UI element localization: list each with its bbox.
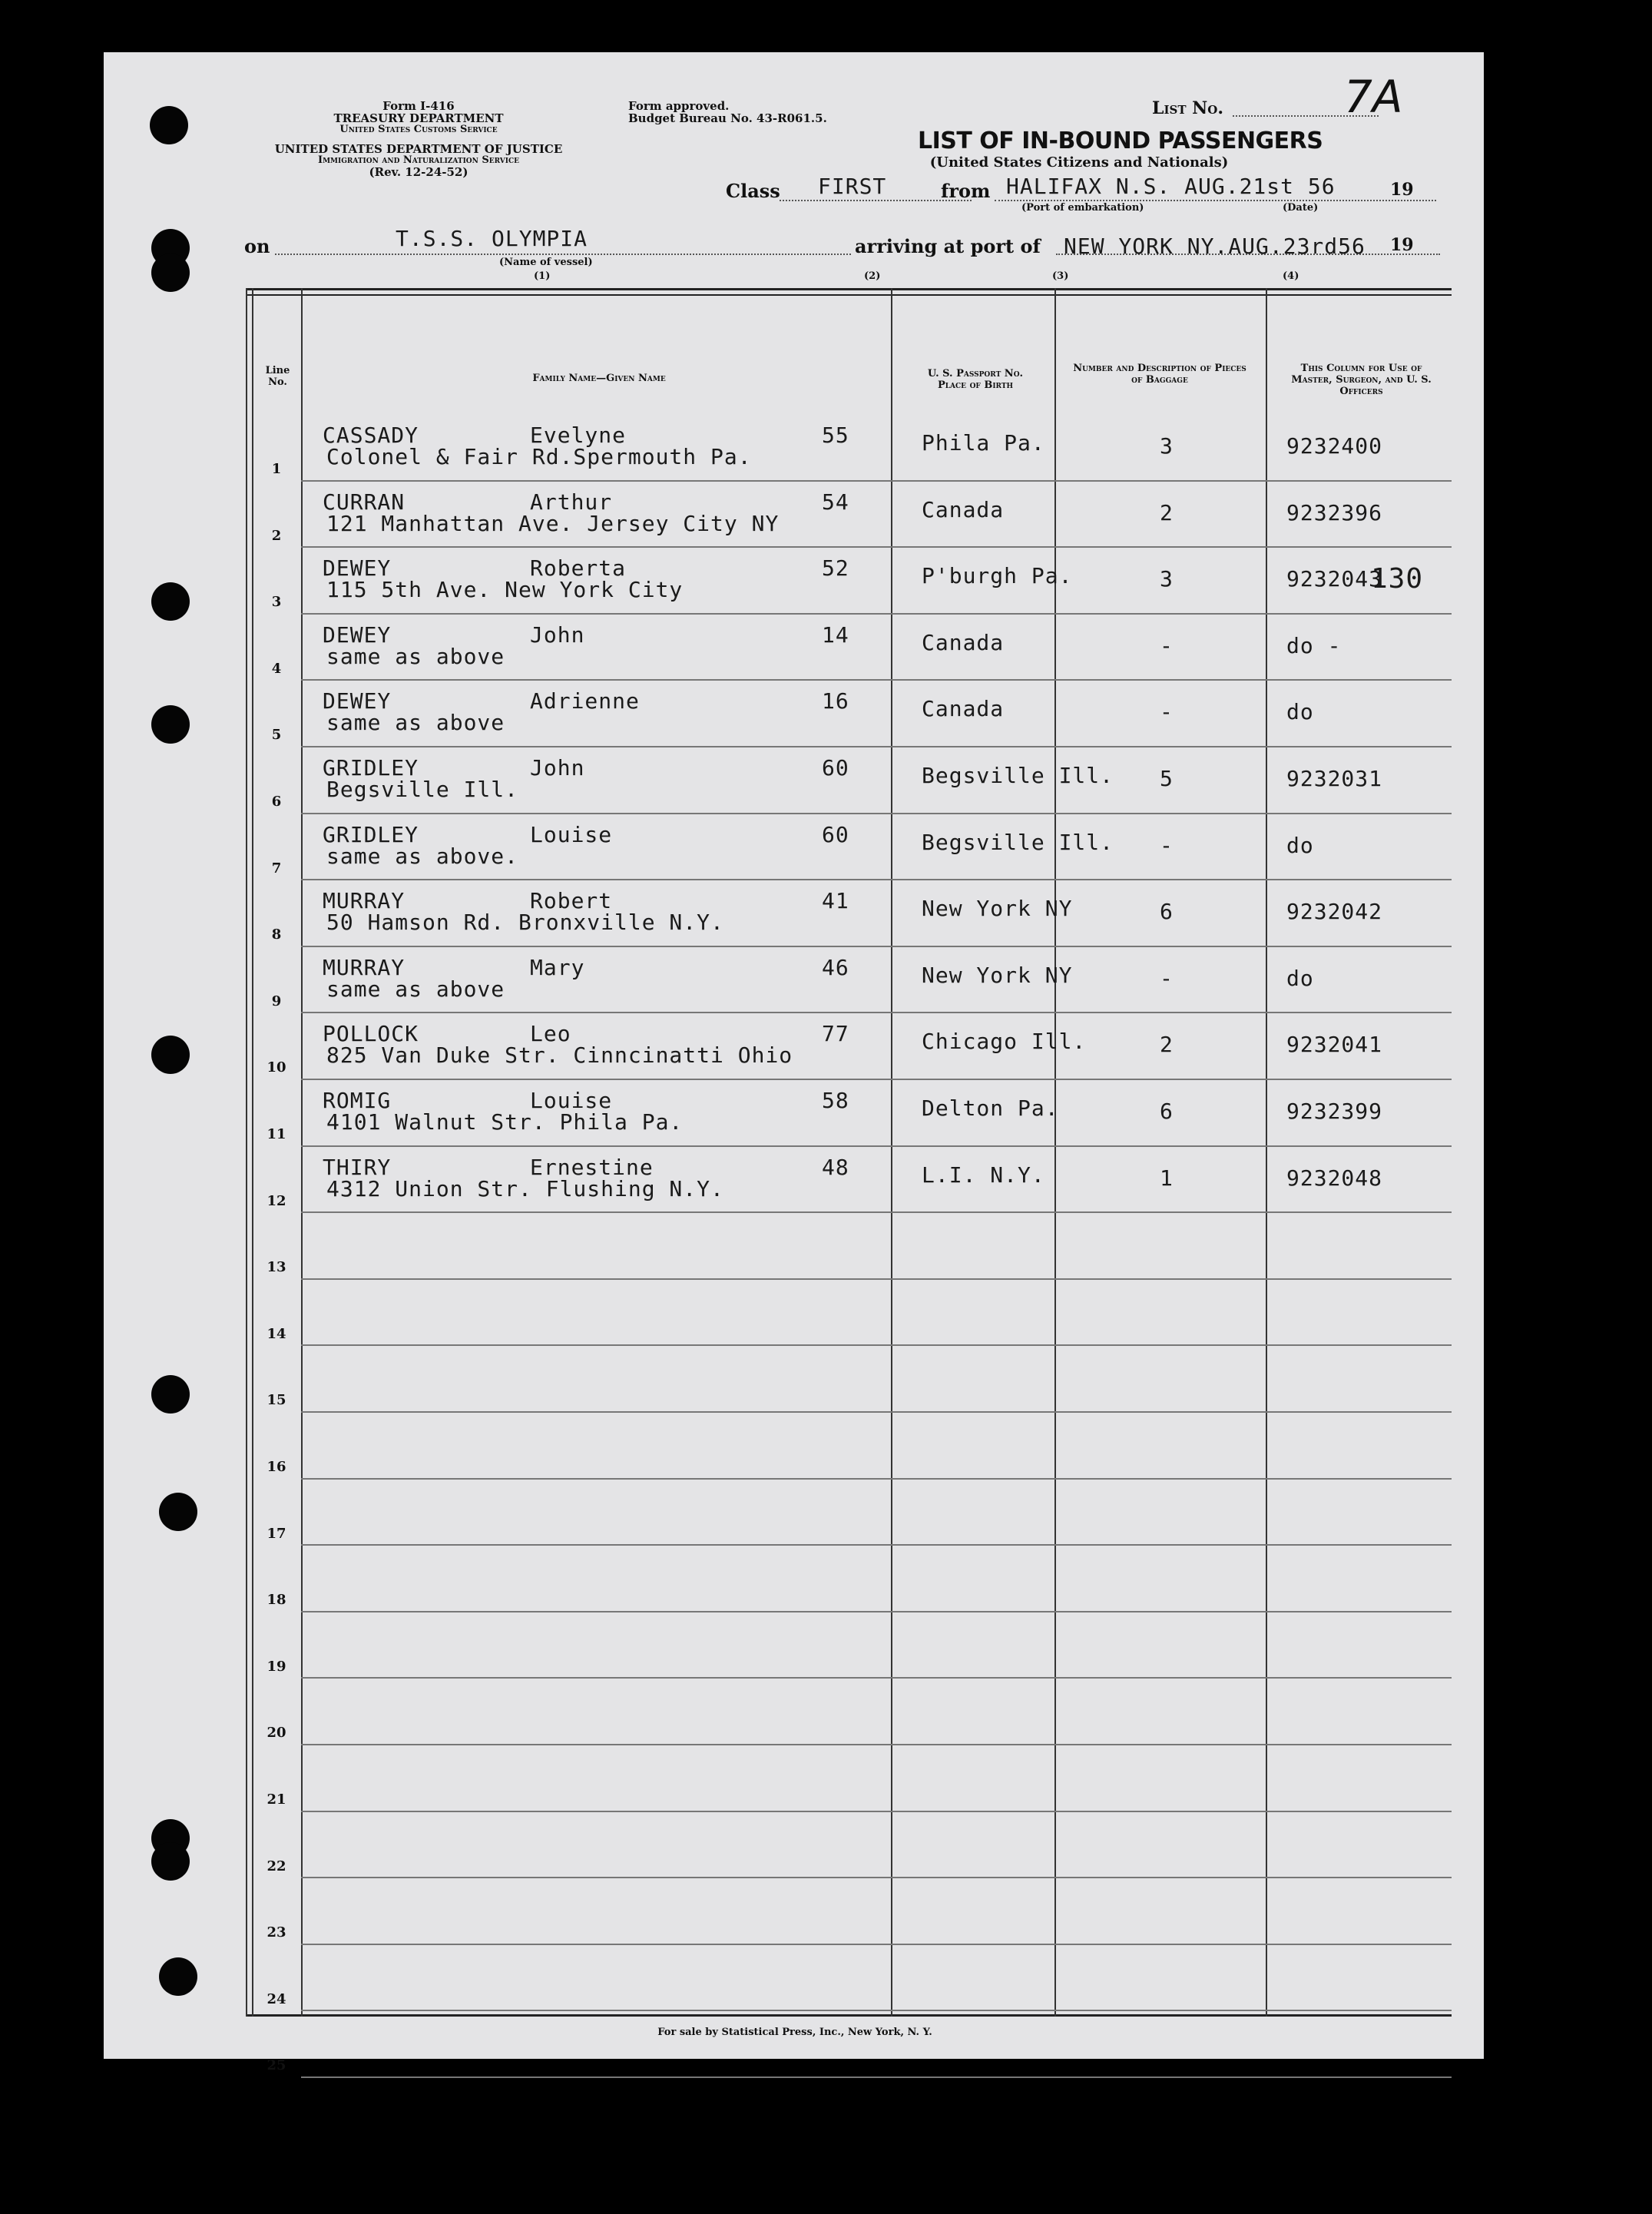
officer-number: 9232400 xyxy=(1286,433,1383,459)
baggage-count: - xyxy=(1160,965,1174,991)
line-number: 19 xyxy=(267,1658,286,1675)
place-of-birth: Chicago Ill. xyxy=(922,1029,1087,1055)
family-name: GRIDLEY xyxy=(323,821,419,847)
age: 14 xyxy=(822,621,849,648)
from-label: from xyxy=(941,180,991,202)
place-of-birth: P'burgh Pa. xyxy=(922,563,1073,589)
family-name: DEWEY xyxy=(323,688,392,714)
address: same as above xyxy=(326,643,505,669)
officer-number: 9232396 xyxy=(1286,499,1383,525)
baggage-count: - xyxy=(1160,632,1174,658)
family-name: CURRAN xyxy=(323,489,406,515)
given-name: Louise xyxy=(530,1088,613,1113)
punch-hole xyxy=(151,1036,190,1074)
col-header-line-no: Line No. xyxy=(265,365,290,388)
line-number: 10 xyxy=(267,1059,286,1076)
punch-hole xyxy=(150,106,188,144)
age: 46 xyxy=(822,954,849,980)
line-number: 7 xyxy=(271,860,282,877)
class-value: FIRST xyxy=(818,174,887,199)
port-embarkation-caption: (Port of embarkation) xyxy=(1021,202,1144,214)
age: 77 xyxy=(822,1021,849,1047)
age: 48 xyxy=(822,1154,849,1180)
given-name: Leo xyxy=(530,1021,571,1047)
line-number: 21 xyxy=(267,1791,286,1808)
arrival-port-value: NEW YORK NY.AUG.23rd56 xyxy=(1064,234,1366,259)
line-number: 24 xyxy=(267,1990,286,2007)
given-name: Evelyne xyxy=(530,423,627,448)
form-number: Form I-416 xyxy=(382,99,455,113)
line-number: 4 xyxy=(271,660,282,677)
punch-hole xyxy=(151,582,190,621)
baggage-count: 3 xyxy=(1160,566,1174,592)
address: Begsville Ill. xyxy=(326,777,519,802)
on-label: on xyxy=(244,235,270,257)
family-name: GRIDLEY xyxy=(323,755,419,781)
vessel-column-num: (1) xyxy=(534,270,551,282)
margin-note: 130 xyxy=(1371,563,1424,595)
family-name: CASSADY xyxy=(323,423,419,448)
family-name: DEWEY xyxy=(323,555,392,582)
line-number: 15 xyxy=(267,1392,286,1409)
line-number: 2 xyxy=(271,527,282,544)
line-number: 11 xyxy=(267,1126,286,1142)
ins-service: Immigration and Naturalization Service xyxy=(317,154,519,166)
class-label: Class xyxy=(726,180,780,202)
list-number: 7A xyxy=(1344,71,1403,123)
embarkation-value: HALIFAX N.S. AUG.21st 56 xyxy=(1006,174,1336,199)
officer-number: 9232041 xyxy=(1286,1032,1383,1058)
column-num-3: (3) xyxy=(1052,270,1069,282)
address: Colonel & Fair Rd.Spermouth Pa. xyxy=(326,444,752,469)
line-number: 12 xyxy=(267,1192,286,1209)
address: 825 Van Duke Str. Cinncinatti Ohio xyxy=(326,1042,793,1069)
family-name: ROMIG xyxy=(323,1088,392,1113)
line-number: 17 xyxy=(267,1525,286,1542)
family-name: DEWEY xyxy=(323,621,392,648)
officer-number: do xyxy=(1286,965,1314,991)
line-number: 3 xyxy=(271,594,282,611)
age: 52 xyxy=(822,555,849,582)
given-name: John xyxy=(530,621,585,648)
line-number: 1 xyxy=(271,461,282,477)
list-no-label: List No. xyxy=(1152,98,1223,118)
given-name: Louise xyxy=(530,821,613,847)
column-num-2: (2) xyxy=(864,270,881,282)
baggage-count: 5 xyxy=(1160,766,1174,791)
baggage-count: 2 xyxy=(1160,499,1174,525)
address: same as above xyxy=(326,710,505,736)
place-of-birth: Begsville Ill. xyxy=(922,763,1114,788)
date-caption: (Date) xyxy=(1283,202,1319,214)
given-name: Robert xyxy=(530,888,613,914)
place-of-birth: New York NY xyxy=(922,896,1073,922)
punch-hole xyxy=(159,1493,197,1531)
given-name: Roberta xyxy=(530,555,627,582)
address: 4101 Walnut Str. Phila Pa. xyxy=(326,1109,684,1135)
baggage-count: 6 xyxy=(1160,1099,1174,1124)
punch-hole xyxy=(151,1842,190,1881)
form-subtitle: (United States Citizens and Nationals) xyxy=(929,154,1229,171)
line-number: 23 xyxy=(267,1924,286,1941)
line-number: 8 xyxy=(271,926,282,943)
place-of-birth: Delton Pa. xyxy=(922,1095,1059,1121)
given-name: Arthur xyxy=(530,489,613,515)
revision: (Rev. 12-24-52) xyxy=(369,165,468,179)
place-of-birth: Begsville Ill. xyxy=(922,829,1114,855)
place-of-birth: Phila Pa. xyxy=(922,430,1045,456)
budget-bureau: Budget Bureau No. 43-R061.5. xyxy=(628,111,827,125)
treasury-dept: TREASURY DEPARTMENT xyxy=(333,111,504,125)
line-number: 18 xyxy=(267,1592,286,1609)
place-of-birth: L.I. N.Y. xyxy=(922,1162,1045,1188)
customs-service: United States Customs Service xyxy=(339,124,498,135)
given-name: Ernestine xyxy=(530,1154,654,1180)
line-number: 9 xyxy=(271,993,282,1009)
justice-dept: UNITED STATES DEPARTMENT OF JUSTICE xyxy=(274,142,563,156)
baggage-count: 2 xyxy=(1160,1032,1174,1058)
age: 60 xyxy=(822,821,849,847)
vessel-name: T.S.S. OLYMPIA xyxy=(396,226,588,251)
arriving-label: arriving at port of xyxy=(855,235,1041,257)
form-approved: Form approved. xyxy=(628,99,730,113)
punch-hole xyxy=(151,705,190,744)
given-name: John xyxy=(530,755,585,781)
footer-printer: For sale by Statistical Press, Inc., New York, N. Y. xyxy=(657,2027,932,2038)
year-19-second: 19 xyxy=(1390,235,1414,255)
baggage-count: - xyxy=(1160,832,1174,858)
officer-number: 9232048 xyxy=(1286,1165,1383,1191)
officer-number: 9232043 xyxy=(1286,566,1383,592)
place-of-birth: Canada xyxy=(922,496,1005,522)
age: 55 xyxy=(822,423,849,448)
baggage-count: 6 xyxy=(1160,899,1174,925)
age: 41 xyxy=(822,888,849,914)
officer-number: 9232399 xyxy=(1286,1099,1383,1124)
officer-number: do - xyxy=(1286,632,1342,658)
address: 4312 Union Str. Flushing N.Y. xyxy=(326,1175,724,1201)
punch-hole xyxy=(159,1957,197,1996)
form-title: LIST OF IN-BOUND PASSENGERS xyxy=(918,128,1323,154)
family-name: MURRAY xyxy=(323,954,406,980)
line-number: 25 xyxy=(267,2057,286,2074)
col-header-baggage: Number and Description of Pieces of Baggage xyxy=(1073,363,1246,386)
family-name: MURRAY xyxy=(323,888,406,914)
document-page xyxy=(104,52,1484,2074)
address: 121 Manhattan Ave. Jersey City NY xyxy=(326,510,780,536)
age: 54 xyxy=(822,489,849,515)
age: 58 xyxy=(822,1088,849,1113)
line-number: 6 xyxy=(271,794,282,810)
officer-number: 9232031 xyxy=(1286,766,1383,791)
line-number: 16 xyxy=(267,1459,286,1475)
age: 16 xyxy=(822,688,849,714)
line-number: 13 xyxy=(267,1259,286,1276)
col-header-passport: U. S. Passport No. Place of Birth xyxy=(927,368,1024,391)
officer-number: do xyxy=(1286,699,1314,725)
officer-number: do xyxy=(1286,832,1314,858)
line-number: 20 xyxy=(267,1725,286,1742)
baggage-count: 1 xyxy=(1160,1165,1174,1191)
col-header-name: Family Name—Given Name xyxy=(532,373,666,384)
given-name: Mary xyxy=(530,954,585,980)
officer-number: 9232042 xyxy=(1286,899,1383,925)
family-name: POLLOCK xyxy=(323,1021,419,1047)
column-num-4: (4) xyxy=(1283,270,1299,282)
place-of-birth: Canada xyxy=(922,629,1005,655)
address: same as above. xyxy=(326,843,519,869)
place-of-birth: Canada xyxy=(922,696,1005,722)
baggage-count: - xyxy=(1160,699,1174,725)
baggage-count: 3 xyxy=(1160,433,1174,459)
place-of-birth: New York NY xyxy=(922,962,1073,988)
line-number: 14 xyxy=(267,1325,286,1342)
address: 115 5th Ave. New York City xyxy=(326,577,684,603)
col-header-officers: This Column for Use of Master, Surgeon, and U. S. Officers xyxy=(1291,363,1432,397)
address: same as above xyxy=(326,976,505,1002)
punch-hole xyxy=(151,254,190,292)
address: 50 Hamson Rd. Bronxville N.Y. xyxy=(326,910,724,936)
line-number: 5 xyxy=(271,727,282,744)
line-number: 22 xyxy=(267,1858,286,1874)
punch-hole xyxy=(151,1375,190,1414)
family-name: THIRY xyxy=(323,1154,392,1180)
age: 60 xyxy=(822,755,849,781)
vessel-caption: (Name of vessel) xyxy=(499,257,593,268)
year-19: 19 xyxy=(1390,180,1414,200)
given-name: Adrienne xyxy=(530,688,640,714)
